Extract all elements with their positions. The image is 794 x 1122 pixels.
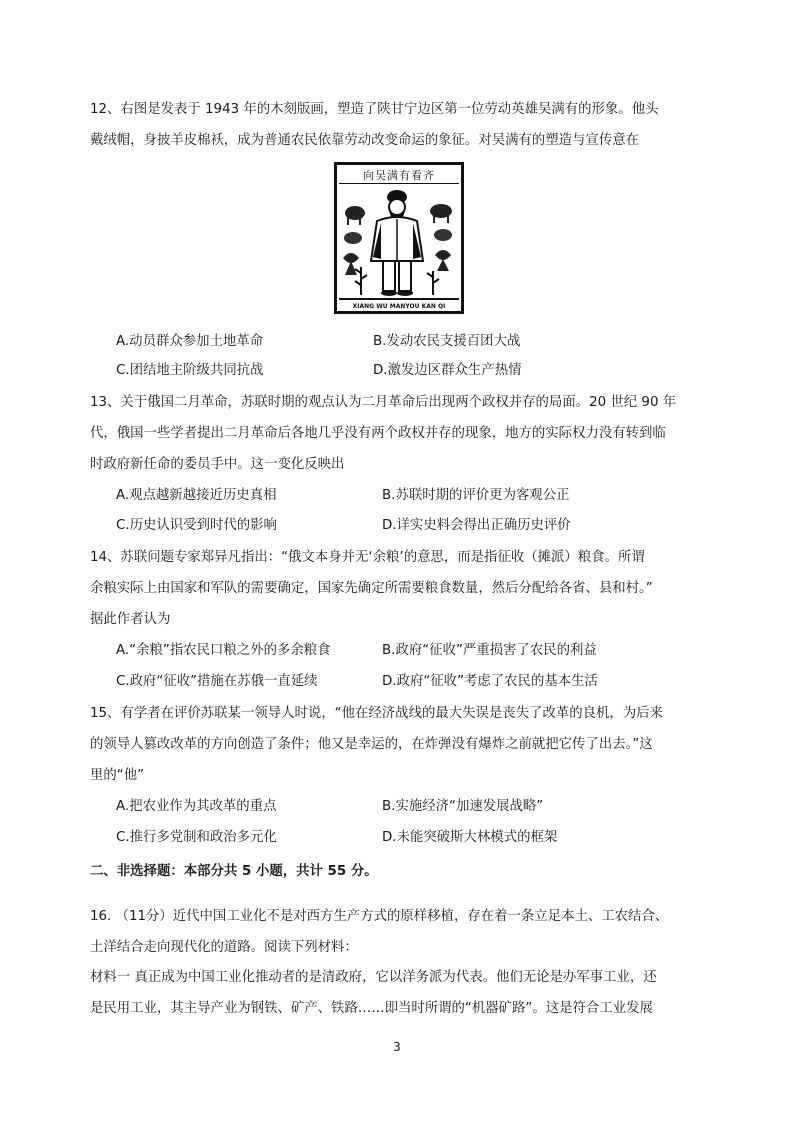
woodcut-image [334, 162, 464, 314]
q14-option-d: D.政府“征收”考虑了农民的基本生活 [382, 674, 598, 689]
q14-stem-line2: 余粮实际上由国家和军队的需要确定，国家先确定所需要粮食数量，然后分配给各省、县和村。” [90, 581, 653, 596]
q13-option-a: A.观点越新越接近历史真相 [116, 488, 277, 503]
q12-option-a: A.动员群众参加土地革命 [116, 334, 264, 349]
page-number: 3 [393, 1040, 401, 1054]
q14-option-a: A.“余粮”指农民口粮之外的多余粮食 [116, 643, 331, 658]
q13-stem-line1: 13、关于俄国二月革命，苏联时期的观点认为二月革命后出现两个政权并存的局面。20 世纪 90 年 [90, 395, 677, 410]
q15-stem-line2: 的领导人篡改改革的方向创造了条件；他又是幸运的，在炸弹没有爆炸之前就把它传了出去。”这 [90, 737, 653, 752]
q15-option-b: B.实施经济“加速发展战略” [382, 799, 544, 814]
q16-stem-line2: 土洋结合走向现代化的道路。阅读下列材料： [90, 940, 358, 955]
q16-stem-line1: 16. （11分）近代中国工业化不是对西方生产方式的原样移植，存在着一条立足本土、工农结合、 [90, 909, 669, 924]
q16-material-line1: 材料一 真正成为中国工业化推动者的是清政府，它以洋务派为代表。他们无论是办军事工业，还 [90, 970, 657, 985]
q14-option-b: B.政府“征收”严重损害了农民的利益 [382, 643, 597, 658]
section-heading: 二、非选择题：本部分共 5 小题，共计 55 分。 [90, 864, 378, 879]
q12-stem-line2: 戴绒帽，身披羊皮棉袄，成为普通农民依靠劳动改变命运的象征。对吴满有的塑造与宣传意在 [90, 133, 640, 148]
woodcut-title: 向吴满有看齐 [363, 169, 435, 182]
q15-option-d: D.未能突破斯大林模式的框架 [382, 830, 558, 845]
q15-option-a: A.把农业作为其改革的重点 [116, 799, 277, 814]
q12-option-c: C.团结地主阶级共同抗战 [116, 363, 264, 378]
q14-stem-line1: 14、苏联问题专家郑异凡指出：“俄文本身并无‘余粮’的意思，而是指征收（摊派）粮食。所谓 [90, 550, 645, 565]
woodcut-caption: XIANG WU MANYOU KAN QI [352, 303, 446, 310]
woodcut-figure-illustration [337, 183, 461, 301]
q13-stem-line3: 时政府新任命的委员手中。这一变化反映出 [90, 457, 345, 472]
q14-option-c: C.政府“征收”措施在苏俄一直延续 [116, 674, 318, 689]
q13-option-d: D.详实史料会得出正确历史评价 [382, 518, 571, 533]
q13-option-c: C.历史认识受到时代的影响 [116, 518, 277, 533]
q14-stem-line3: 据此作者认为 [90, 612, 171, 627]
q13-stem-line2: 代，俄国一些学者提出二月革命后各地几乎没有两个政权并存的现象，地方的实际权力没有转到临 [90, 426, 666, 441]
q13-option-b: B.苏联时期的评价更为客观公正 [382, 488, 570, 503]
q15-option-c: C.推行多党制和政治多元化 [116, 830, 277, 845]
q12-option-d: D.激发边区群众生产热情 [373, 363, 522, 378]
q16-material-line2: 是民用工业，其主导产业为钢铁、矿产、铁路……即当时所谓的“机器矿路”。这是符合工业发展 [90, 1001, 653, 1016]
q15-stem-line3: 里的“他” [90, 768, 145, 783]
q12-option-b: B.发动农民支援百团大战 [373, 334, 521, 349]
q15-stem-line1: 15、有学者在评价苏联某一领导人时说，“他在经济战线的最大失误是丧失了改革的良机，为后来 [90, 706, 663, 721]
q12-stem-line1: 12、右图是发表于 1943 年的木刻版画，塑造了陕甘宁边区第一位劳动英雄吴满有的形象。他头 [90, 102, 659, 117]
